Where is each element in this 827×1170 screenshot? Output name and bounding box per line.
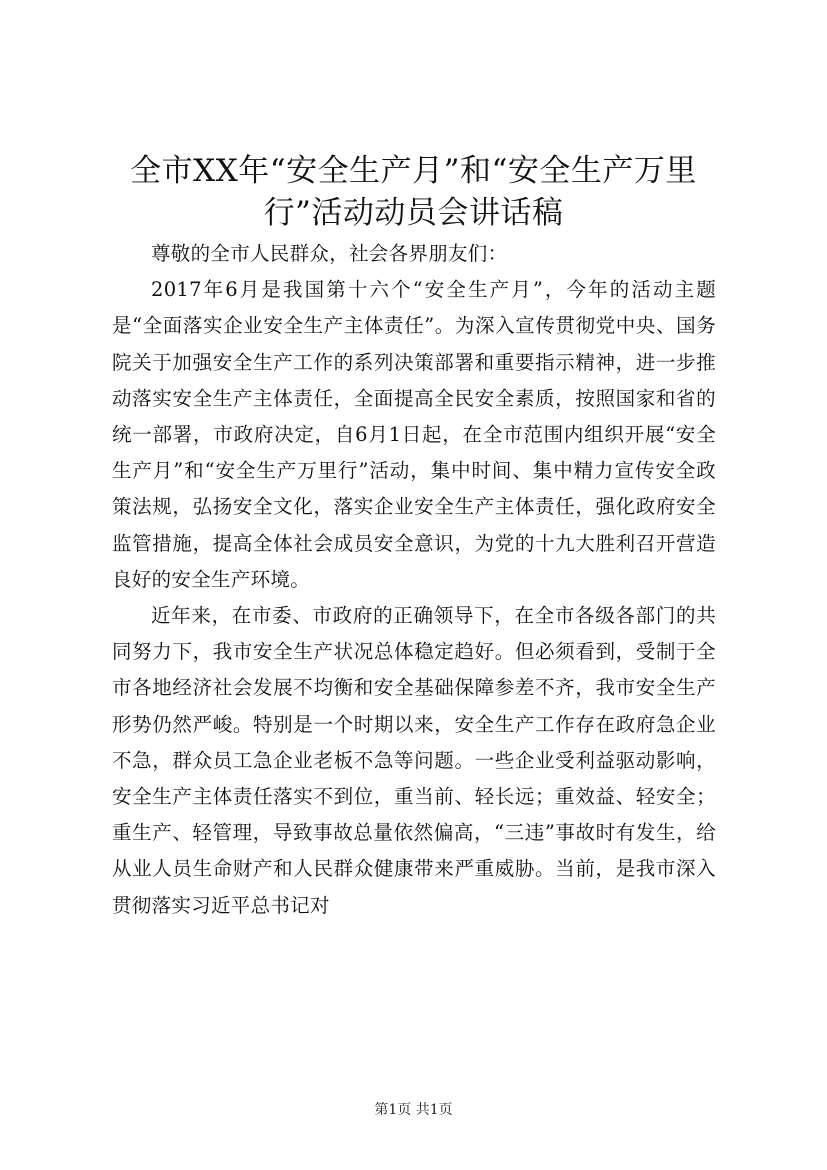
body-paragraph: 2017年6月是我国第十六个“安全生产月”，今年的活动主题是“全面落实企业安全生产主体责任”。为深入宣传贯彻党中央、国务院关于加强安全生产工作的系列决策部署和重要指示精神，进一步推动落实安全生产主体责任，全面提高全民安全素质，按照国家和省的统一部署，市政府决定，自6月1日起，在全市范围内组织开展“安全生产月”和“安全生产万里行”活动，集中时间、集中精力宣传安全政策法规，弘扬安全文化，落实企业安全生产主体责任，强化政府安全监管措施，提高全体社会成员安全意识，为党的十九大胜利召开营造良好的安全生产环境。	[112, 278, 716, 591]
body-paragraph: 近年来，在市委、市政府的正确领导下，在全市各级各部门的共同努力下，我市安全生产状况总体稳定趋好。但必须看到，受制于全市各地经济社会发展不均衡和安全基础保障参差不齐，我市安全生产形势仍然严峻。特别是一个时期以来，安全生产工作存在政府急企业不急，群众员工急企业老板不急等问题。一些企业受利益驱动影响，安全生产主体责任落实不到位，重当前、轻长远；重效益、轻安全；重生产、轻管理，导致事故总量依然偏高，“三违”事故时有发生，给从业人员生命财产和人民群众健康带来严重威胁。当前，是我市深入贯彻落实习近平总书记对	[112, 604, 716, 917]
document-body	[112, 236, 716, 924]
document-title: 全市XX年“安全生产月”和“安全生产万里行”活动动员会讲话稿	[130, 153, 697, 231]
salutation-paragraph: 尊敬的全市人民群众，社会各界朋友们：	[151, 242, 508, 265]
page-number-footer: 第1页 共1页	[374, 1102, 453, 1118]
